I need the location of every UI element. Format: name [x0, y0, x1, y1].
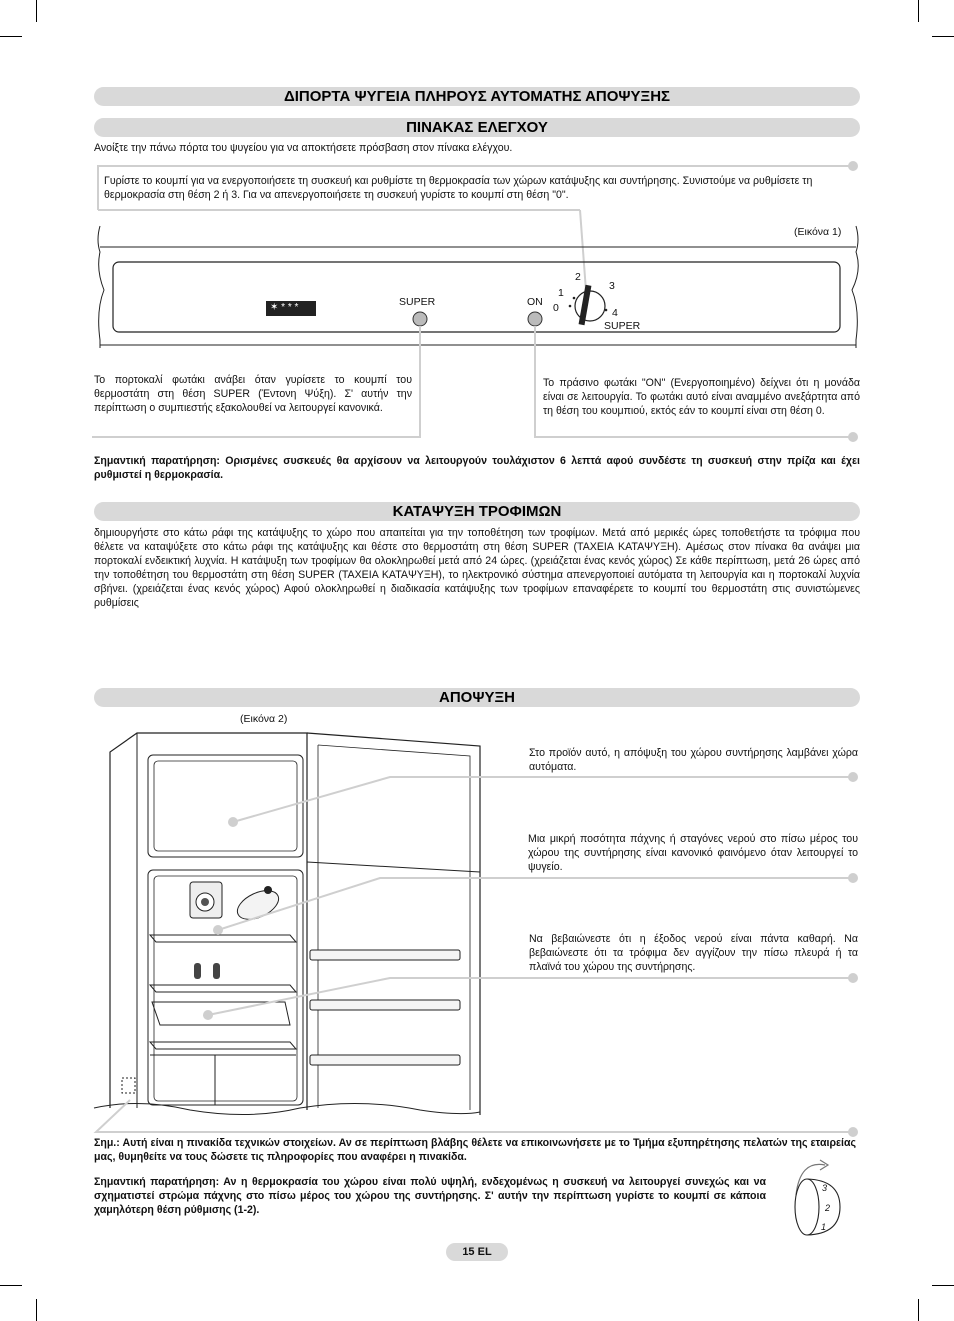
- defrost-callout-automatic: Στο προϊόν αυτό, η απόψυξη του χώρου συντήρησης λαμβάνει χώρα αυτόματα.: [529, 747, 858, 773]
- control-important-note: Σημαντική παρατήρηση: Ορισμένες συσκευές θα αρχίσουν να λειτουργούν τουλάχιστον 6 λεπτά αφού συνδέστε τη συσκευή στην πρίζα και έχει ρυθμιστεί η θερμοκρασία.: [94, 455, 860, 481]
- dial-position-super: SUPER: [604, 320, 641, 332]
- small-knob-1: 1: [821, 1222, 827, 1232]
- freezing-instructions: δημιουργήστε στο κάτω ράφι της κατάψυξης το χώρο που απαιτείται για την τοποθέτηση των τροφίμων. Μετά από μερικές ώρες τοποθετήστε τα τρόφιμα που θέλετε να καταψύξετε στο κάτω ράφι της κατάψυξης και θέστε στο θερμοστάτη στη θέση SUPER (ΤΑΧΕΙΑ ΚΑΤΑΨΥΞΗ). Αμέσως στον πίνακα θα ανάψει μια πορτοκαλί ενδεικτική λυχνία. Η κατάψυξη των τροφίμων θα ολοκληρωθεί μετά από 24 ώρες. (χρειάζεται ένας κενός χώρος) Σε κάθε περίπτωση, μετά 26 ώρες από την τοποθέτηση του θερμοστάτη στη θέση SUPER (ΤΑΧΕΙΑ ΚΑΤΑΨΥΞΗ), το ηλεκτρονικό σύστημα απενεργοποιεί αυτόματα τη λειτουργία και η πορτοκαλί λυχνία σβήνει. (χρειάζεται ένας κενός χώρος) Αφού ολοκληρωθεί η διαδικασία κατάψυξης των τροφίμων επαναφέρετε το κουμπί του θερμοστάτη στις συνιστώμενες ρυθμίσεις: [94, 527, 860, 609]
- freezer-star-label: ✶ * * *: [270, 302, 299, 313]
- orange-light-description: Το πορτοκαλί φωτάκι ανάβει όταν γυρίσετε το κουμπί του θερμοστάτη στη θέση SUPER (Έντονη Ψύξη). Σ' αυτήν την περίπτωση ο συμπιεστής εξακολουθεί να λειτουργεί κανονικά.: [94, 374, 412, 414]
- main-heading: ΔΙΠΟΡΤΑ ΨΥΓΕΙΑ ΠΛΗΡΟΥΣ ΑΥΤΟΜΑΤΗΣ ΑΠΟΨΥΞΗΣ: [94, 87, 860, 106]
- on-lamp-label: ON: [527, 296, 543, 308]
- dial-position-2: 2: [575, 271, 581, 283]
- defrost-heading: ΑΠΟΨΥΞΗ: [94, 688, 860, 707]
- dial-position-4: 4: [612, 307, 618, 319]
- defrost-callout-drain: Να βεβαιώνεστε ότι η έξοδος νερού είναι πάντα καθαρή. Να βεβαιώνεστε ότι τα τρόφιμα δεν αγγίζουν την πίσω πλευρά ή τα πλαϊνά του χώρου της συντήρησης.: [529, 933, 858, 973]
- control-intro: Ανοίξτε την πάνω πόρτα του ψυγείου για να αποκτήσετε πρόσβαση στον πίνακα ελέγχου.: [94, 142, 513, 154]
- super-lamp-label: SUPER: [399, 296, 436, 308]
- dial-position-1: 1: [558, 287, 564, 299]
- control-panel-heading: ΠΙΝΑΚΑΣ ΕΛΕΓΧΟΥ: [94, 118, 860, 137]
- small-knob-3: 3: [822, 1183, 828, 1193]
- dial-position-3: 3: [609, 280, 615, 292]
- page-number: 15 EL: [446, 1243, 508, 1261]
- defrost-callout-frost: Μια μικρή ποσότητα πάχνης ή σταγόνες νερού στο πίσω μέρος του χώρου της συντήρησης είναι κανονικό φαινόμενο όταν λειτουργεί το ψυγείο.: [528, 833, 858, 873]
- freezing-heading: ΚΑΤΑΨΥΞΗ ΤΡΟΦΙΜΩΝ: [94, 502, 860, 521]
- rating-plate-note: Σημ.: Αυτή είναι η πινακίδα τεχνικών στοιχείων. Αν σε περίπτωση βλάβης θέλετε να επικοινωνήσετε με το Τμήμα εξυπηρέτησης πελατών της εταιρείας μας, θυμηθείτε να τους δώσετε τις πληροφορίες που αναφέρει η πινακίδα.: [94, 1137, 856, 1163]
- dial-position-0: 0: [553, 302, 559, 314]
- figure-1-caption: (Εικόνα 1): [794, 226, 842, 238]
- figure-2-caption: (Εικόνα 2): [240, 713, 288, 725]
- green-light-description: Το πράσινο φωτάκι "ON" (Ενεργοποιημένο) δείχνει ότι η μονάδα είναι σε λειτουργία. Το φωτάκι αυτό είναι αναμμένο ανεξάρτητα από τη θέση του κουμπιού, εκτός εάν το κουμπί είναι στη θέση 0.: [543, 377, 860, 417]
- defrost-important-note: Σημαντική παρατήρηση: Αν η θερμοκρασία του χώρου είναι πολύ υψηλή, ενδεχομένως η συσκευή να λειτουργεί συνεχώς και να σχηματιστεί στρώμα πάχνης στο πίσω μέρος του χώρου της συντήρησης. Σ' αυτήν την περίπτωση γυρίστε το κουμπί σε κάποια χαμηλότερη θέση ρύθμισης (1-2).: [94, 1176, 766, 1216]
- knob-instruction: Γυρίστε το κουμπί για να ενεργοποιήσετε τη συσκευή και ρυθμίστε τη θερμοκρασία των χώρων κατάψυξης και συντήρησης. Συνιστούμε να ρυθμίσετε τη θερμοκρασία στη θέση 2 ή 3. Για να απενεργοποιήσετε τη συσκευή γυρίστε το κουμπί στη θέση "0".: [104, 175, 813, 201]
- small-knob-2: 2: [825, 1203, 831, 1213]
